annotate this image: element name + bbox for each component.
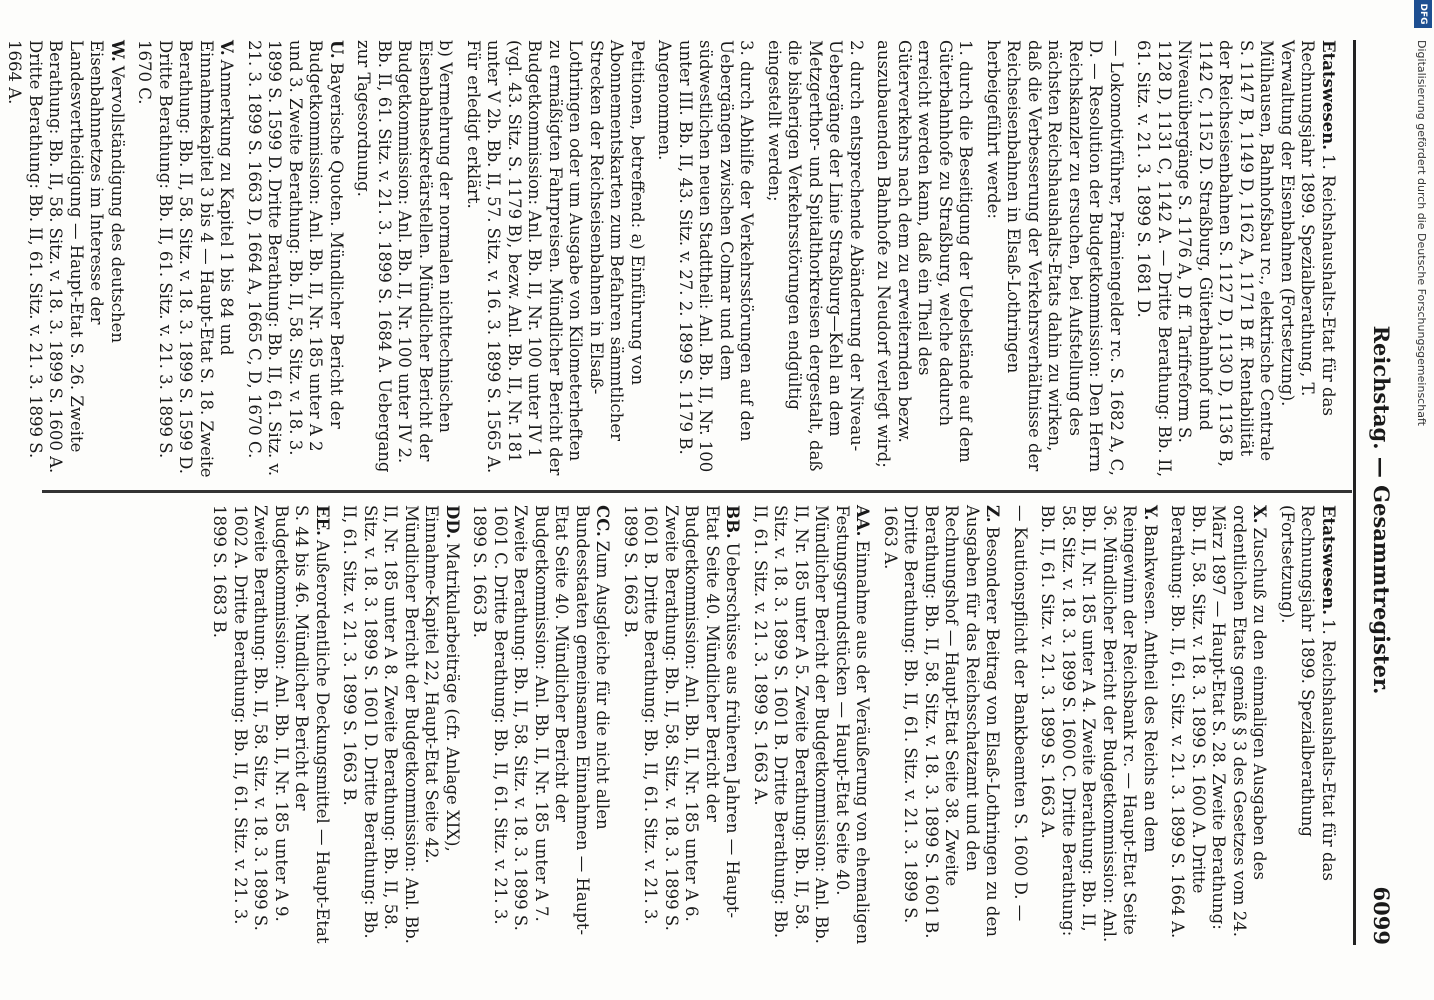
entry-section-label: Etatswesen.: [1319, 40, 1338, 151]
entry-text: Einnahme aus der Veräußerung von ehemaligen Festungsgrundstücken — Haupt-Etat Seite 40. Mündlicher Bericht der Budgetkommission: Anl. Bb. II, Nr. 185 unter A 5. Zweite Berathung: Bb. II, 58. Sitz. v. 18. 3. 1899 S. 1601 B. Dritte Berathung: Bb. II, 61. Sitz. v. 21. 3. 1899 S. 1663 A.: [751, 505, 873, 945]
register-entry: [353, 40, 456, 480]
page-title: Reichstag. — Gesammtregister.: [1369, 325, 1394, 695]
dfg-logo: DFG: [1414, 0, 1432, 28]
entry-section-label: V.: [217, 40, 237, 56]
digitization-credit: [1408, 0, 1434, 1000]
entry-text: Zuschuß zu den einmaligen Ausgaben des ordentlichen Etats gemäß § 3 des Gesetzes vom 24. März 1897 — Haupt-Etat S. 28. Zweite Berathung: Bb. II, 58. Sitz. v. 18. 3. 1899 S. 1600 A. Dritte Berathung: Bb. II, 61. Sitz. v. 21. 3. 1899 S. 1664 A.: [1168, 505, 1270, 939]
register-entry: [469, 505, 613, 945]
register-entry: [1277, 505, 1339, 945]
entry-text: Bankwesen. Antheil des Reichs an dem Reingewinn der Reichsbank rc. — Haupt-Etat Seite 36. Mündlicher Bericht der Budgetkommission: Anl. Bb. II, Nr. 185 unter A 4. Zweite Berathung: Bb. II, 58. Sitz. v. 18. 3. 1899 S. 1600 C. Dritte Berathung: Bb. II, 61. Sitz. v. 21. 3. 1899 S. 1663 A.: [1038, 505, 1160, 943]
entry-section-label: BB.: [723, 505, 743, 539]
entry-section-label: Z.: [983, 505, 1003, 523]
page-number: 6099: [1369, 886, 1394, 945]
register-entry: [880, 505, 1003, 945]
register-entry: [1010, 505, 1031, 945]
entry-text: 1. Reichshaushalts-Etat für das Rechnungsjahr 1899. Spezialberathung (Fortsetzung).: [1278, 505, 1338, 881]
digitization-credit-text: Digitalisierung gefördert durch die Deutsche Forschungsgemeinschaft: [1415, 40, 1428, 426]
right-column: [202, 505, 1338, 945]
entry-text: Zum Ausgleiche für die nicht allen Bundesstaaten gemeinsamen Einnahmen — Haupt-Etat Seite 40. Mündlicher Bericht der Budgetkommission: Anl. Bb. II, Nr. 185 unter A 7. Zweite Berathung: Bb. II, 58. Sitz. v. 18. 3. 1899 S. 1601 C. Dritte Berathung: Bb. II, 61. Sitz. v. 21. 3. 1899 S. 1663 B.: [470, 505, 613, 936]
register-entry: [134, 40, 237, 480]
entry-section-label: X.: [1250, 505, 1270, 524]
entry-section-label: W.: [108, 40, 127, 62]
entry-text: 1. durch die Beseitigung der Uebelstände auf dem Güterbahnhofe zu Straßburg, welche dadurch erreicht werden kann, daß ein Theil des Güterverkehrs nach dem zu erweiternden bezw. auszubauenden Bahnhofe zu Neudorf verlegt wird;: [874, 40, 976, 468]
entry-text: — Kautionspflicht der Bankbeamten S. 1600 D. —: [1011, 505, 1030, 922]
entry-text: Petitionen, betreffend: a) Einführung von Abonnementskarten zum Befahren sämmtlicher Strecken der Reichseisenbahnen in Elsaß-Lothringen oder um Ausgabe von Kilometerheften zu ermäßigten Fahrpreisen. Mündlicher Bericht der Budgetkommission: Anl. Bb. II, Nr. 100 unter IV 1 (vgl. 43. Sitz. S. 1179 B), bezw. Anl. Bb. II, Nr. 181 unter V 2b. Bb. II, 57. Sitz. v. 16. 3. 1899 S. 1565 A. Für erledigt erklärt.: [464, 40, 647, 476]
entry-section-label: AA.: [853, 505, 873, 537]
column-divider: [42, 490, 1352, 493]
entry-section-label: CC.: [593, 505, 613, 537]
register-entry: [1037, 505, 1160, 945]
register-entry: [620, 505, 743, 945]
entry-section-label: Y.: [1141, 505, 1160, 521]
entry-text: b) Vermehrung der normalen nichttechnischen Eisenbahnsekretärstellen. Mündlicher Bericht der Budgetkommission: Anl. Bb. II, Nr. 100 unter IV 2. Bb. II, 61. Sitz. v. 21. 3. 1899 S. 1684 A. Uebergang zur Tagesordnung.: [354, 40, 456, 473]
entry-text: Matrikularbeiträge (cfr. Anlage XIX), Einnahme-Kapitel 22, Haupt-Etat Seite 42. Mündlicher Bericht der Budgetkommission: Anl. Bb. II, Nr. 185 unter A 8. Zweite Berathung: Bb. II, 58. Sitz. v. 18. 3. 1899 S. 1601 D. Dritte Berathung: Bb. II, 61. Sitz. v. 21. 3. 1899 S. 1663 B.: [340, 505, 462, 944]
entry-text: Anmerkung zu Kapitel 1 bis 84 und Einnahmekapitel 3 bis 4 — Haupt-Etat S. 18. Zweite Berathung: Bb. II, 58. Sitz. v. 18. 3. 1899 S. 1599 D. Dritte Berathung: Bb. II, 61. Sitz. v. 21. 3. 1899 S. 1670 C.: [135, 40, 237, 478]
entry-text: 3. durch Abhilfe der Verkehrsstörungen auf den Uebergängen zwischen Colmar und dem südwestlichen neuen Stadttheil: Anl. Bb. II, Nr. 100 unter III. Bb. II, 43. Sitz. v. 27. 2. 1899 S. 1179 B. Angenommen.: [655, 40, 757, 473]
register-entry: [1133, 40, 1338, 480]
register-entry: [209, 505, 332, 945]
entry-text: Bayerische Quoten. Mündlicher Bericht der Budgetkommission: Anl. Bb. II, Nr. 185 unter A 2 und 3. Zweite Berathung: Bb. II, 58. Sitz. v. 18. 3. 1899 S. 1599 D. Dritte Berathung: Bb. II, 61. Sitz. v. 21. 3. 1899 S. 1663 D, 1664 A, 1665 C, D, 1670 C.: [245, 40, 346, 477]
register-entry: [750, 505, 873, 945]
entry-text: Besonderer Beitrag von Elsaß-Lothringen zu den Ausgaben für das Reichsschatzamt und den Rechnungshof — Haupt-Etat Seite 38. Zweite Berathung: Bb. II, 58. Sitz. v. 18. 3. 1899 S. 1601 B. Dritte Berathung: Bb. II, 61. Sitz. v. 21. 3. 1899 S. 1663 A.: [881, 505, 1003, 939]
register-entry: [4, 40, 127, 480]
left-column: [0, 40, 1338, 480]
register-entry: [244, 40, 347, 480]
entry-text: 2. durch entsprechende Abänderung der Niveau-Uebergänge der Linie Straßburg—Kehl an dem Metzgerthor- und Spitalthorkreisen dergestalt, daß die bisherigen Verkehrsstörungen endgültig eingestellt werden;: [765, 40, 866, 472]
entry-section-label: DD.: [443, 505, 462, 539]
entry-text: Ueberschüsse aus früheren Jahren — Haupt-Etat Seite 40. Mündlicher Bericht der Budgetkommission: Anl. Bb. II, Nr. 185 unter A 6. Zweite Berathung: Bb. II, 58. Sitz. v. 18. 3. 1899 S. 1601 B. Dritte Berathung: Bb. II, 61. Sitz. v. 21. 3. 1899 S. 1663 B.: [621, 505, 743, 931]
register-entry: [764, 40, 867, 480]
entry-text: Vervollständigung des deutschen Eisenbahnnetzes im Interesse der Landesvertheidigung — Haupt-Etat S. 26. Zweite Berathung: Bb. II, 58. Sitz. v. 18. 3. 1899 S. 1600 A. Dritte Berathung: Bb. II, 61. Sitz. v. 21. 3. 1899 S. 1664 A.: [5, 40, 127, 474]
register-entry: [1167, 505, 1270, 945]
entry-text: Außerordentliche Deckungsmittel — Haupt-Etat S. 44 bis 46. Mündlicher Bericht der Budgetkommission: Anl. Bb. II, Nr. 185 unter A 9. Zweite Berathung: Bb. II, 58. Sitz. v. 18. 3. 1899 S. 1602 A. Dritte Berathung: Bb. II, 61. Sitz. v. 21. 3. 1899 S. 1683 B.: [210, 505, 332, 944]
entry-text: — Lokomotivführer, Prämiengelder rc. S. 1682 A, C, D. — Resolution der Budgetkommission: Den Herrn Reichskanzler zu ersuchen, bei Aufstellung des nächsten Reichshaushalts-Etats dahin zu wirken, daß die Verbesserung der Verkehrsverhältnisse der Reichseisenbahnen in Elsaß-Lothringen herbeigeführt werde:: [984, 40, 1126, 476]
register-entry: [463, 40, 648, 480]
entry-text: 1. Reichshaushalts-Etat für das Rechnungsjahr 1899. Spezialberathung, T. Verwaltung der Eisenbahnen (Fortsetzung). Mülhausen, Bahnhofsbau rc., elektrische Centrale S. 1147 B, 1149 D, 1162 A, 1171 B ff. Rentabilität der Reichseisenbahnen S. 1127 D, 1130 D, 1136 B, 1142 C, 1152 D. Straßburg, Güterbahnhof und Niveauübergänge S. 1176 A, D ff. Tarifreform S. 1128 D, 1131 C, 1142 A. — Dritte Berathung: Bb. II, 61. Sitz. v. 21. 3. 1899 S. 1681 D.: [1134, 40, 1338, 478]
entry-section-label: U.: [327, 40, 346, 59]
header-rule: [1353, 40, 1356, 945]
entry-section-label: Etatswesen.: [1319, 505, 1338, 616]
register-entry: [339, 505, 462, 945]
register-entry: [873, 40, 976, 480]
register-entry: [654, 40, 757, 480]
entry-section-label: EE.: [313, 505, 332, 536]
register-entry: [983, 40, 1127, 480]
